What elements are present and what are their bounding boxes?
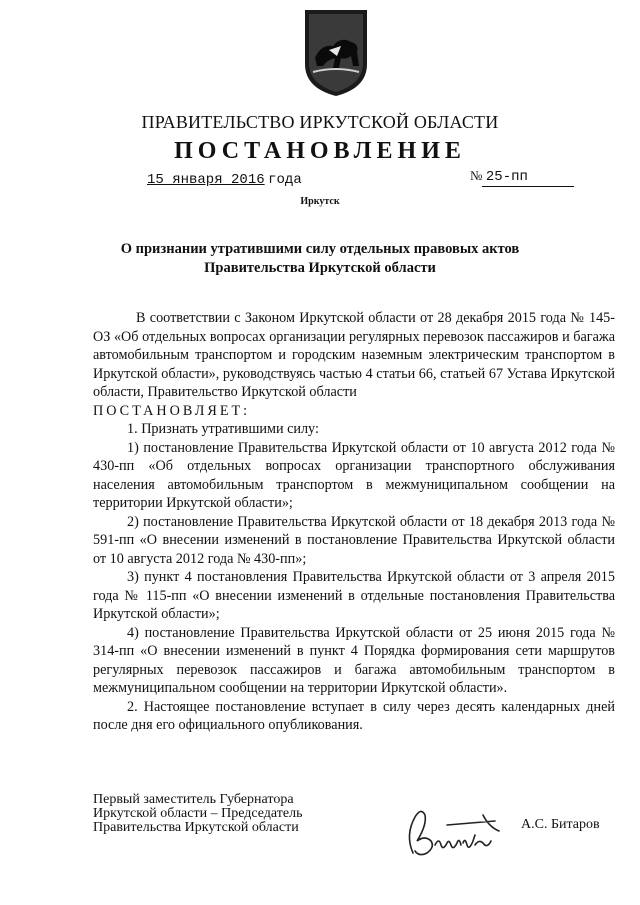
signatory-name: А.С. Битаров — [521, 817, 600, 832]
government-name: ПРАВИТЕЛЬСТВО ИРКУТСКОЙ ОБЛАСТИ — [141, 112, 499, 132]
document-type: ПОСТАНОВЛЕНИЕ — [174, 138, 466, 164]
subitem-2: 2) постановление Правительства Иркутской области от 18 декабря 2013 года № 591-пп «О внесении изменений в постановление Правительства Иркутской области от 10 августа 2012 года № 430-пп»; — [93, 513, 615, 567]
date-line — [147, 172, 302, 188]
position-line-2: Иркутской области – Председатель — [93, 806, 303, 821]
date-suffix: года — [268, 172, 302, 188]
subitem-1: 1) постановление Правительства Иркутской области от 10 августа 2012 года № 430-пп «Об отдельных вопросах организации транспортного обслуживания населения автомобильным транспортом в межмуниципальном сообщении на территории Иркутской области»; — [93, 439, 615, 511]
position-line-1: Первый заместитель Губернатора — [93, 792, 294, 807]
item-2: 2. Настоящее постановление вступает в силу через десять календарных дней после дня его официального опубликования. — [93, 698, 615, 733]
subject-line-1: О признании утратившими силу отдельных правовых актов — [120, 241, 520, 257]
subitem-3: 3) пункт 4 постановления Правительства Иркутской области от 3 апреля 2015 года № 115-пп «О внесении изменений в отдельные постановления Правительства Иркутской области»; — [93, 569, 615, 622]
item-1: 1. Признать утратившими силу: — [127, 421, 319, 437]
preamble-paragraph: В соответствии с Законом Иркутской области от 28 декабря 2015 года № 145-ОЗ «Об отдельных вопросах организации регулярных перевозок пассажиров и багажа автомобильным транспортом и городским наземным электрическим транспортом в Иркутской области», руководствуясь частью 4 статьи 66, статьей 67 Устава Иркутской области, Правительство Иркутской области — [93, 310, 615, 400]
number-line — [470, 168, 528, 185]
date-value: 15 января 2016 — [147, 172, 265, 188]
decree-word: ПОСТАНОВЛЯЕТ: — [93, 402, 251, 419]
subject-line-2: Правительства Иркутской области — [204, 260, 436, 276]
document-body — [93, 309, 615, 735]
number-label: № — [470, 168, 483, 183]
city-name: Иркутск — [300, 196, 340, 207]
position-line-3: Правительства Иркутской области — [93, 820, 299, 835]
signatory-position — [93, 793, 302, 835]
handwritten-signature — [395, 795, 515, 865]
document-number: 25-пп — [485, 169, 528, 185]
document-subject — [0, 240, 640, 278]
subitem-4: 4) постановление Правительства Иркутской области от 25 июня 2015 года № 314-пп «О внесении изменений в пункт 4 Порядка формирования сети маршрутов регулярных перевозок пассажиров и багажа автомобильным транспортом в межмуниципальном сообщении на территории Иркутской области». — [93, 624, 615, 696]
coat-of-arms-emblem — [301, 6, 371, 98]
number-underline — [482, 186, 574, 187]
